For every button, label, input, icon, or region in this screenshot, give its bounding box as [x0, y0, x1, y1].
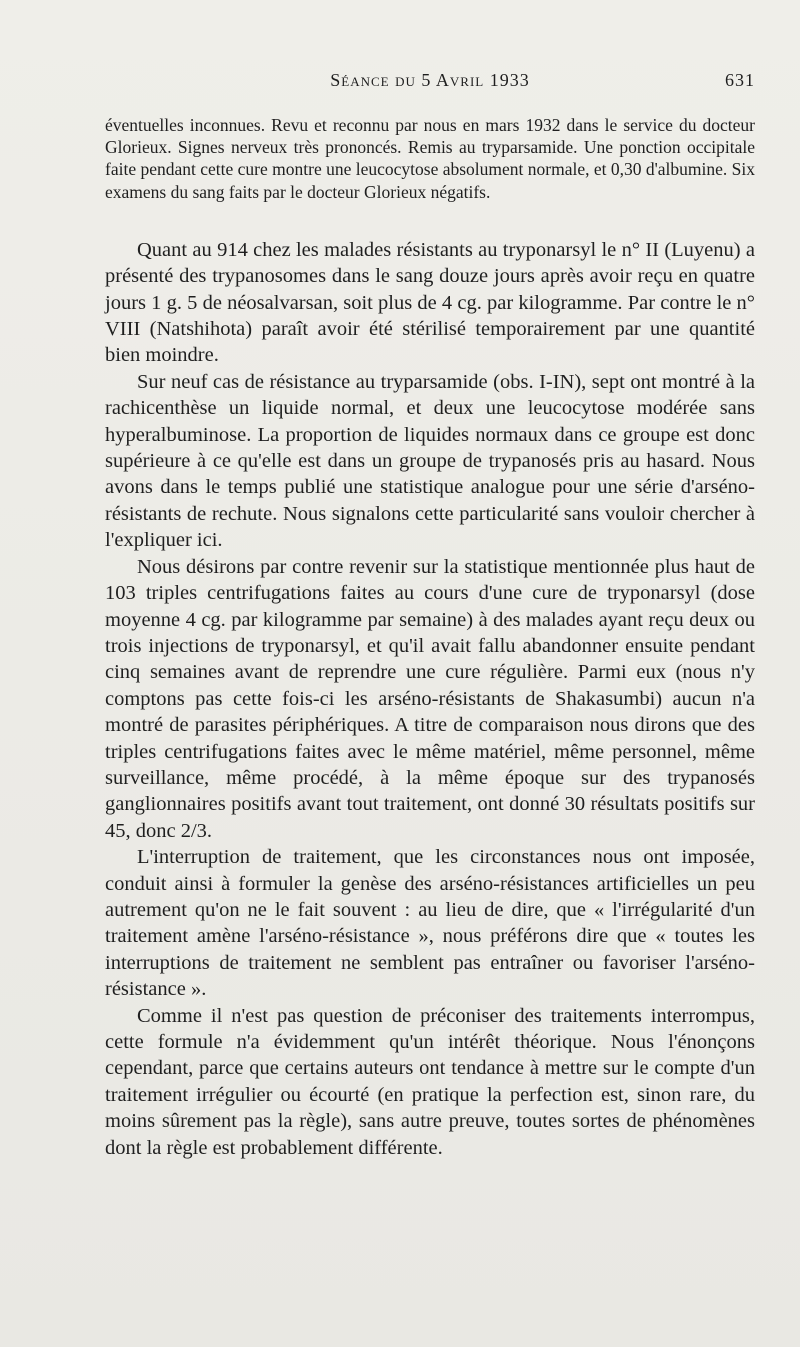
page-number: 631	[725, 70, 755, 90]
body-text	[105, 114, 755, 1161]
page-header	[105, 70, 755, 98]
paragraph-resistance-cases: Sur neuf cas de résistance au tryparsamide (obs. I-IN), sept ont montré à la rachicenthèse un liquide normal, et deux une leucocytose modérée sans hyperalbuminose. La proportion de liquides normaux dans ce groupe est donc supérieure à ce qu'elle est dans un groupe de trypanosés pris au hasard. Nous avons dans le temps publié une statistique analogue pour une série d'arséno-résistants de rechute. Nous signalons cette particularité sans vouloir chercher à l'expliquer ici.	[105, 370, 755, 552]
paragraph-914: Quant au 914 chez les malades résistants au tryponarsyl le n° II (Luyenu) a présenté des trypanosomes dans le sang douze jours après avoir reçu en quatre jours 1 g. 5 de néosalvarsan, soit plus de 4 cg. par kilogramme. Par contre le n° VIII (Natshihota) paraît avoir été stérilisé temporairement par une quantité bien moindre.	[105, 238, 755, 367]
running-head: Séance du 5 Avril 1933	[330, 70, 530, 90]
paragraph-observation-end: éventuelles inconnues. Revu et reconnu par nous en mars 1932 dans le service du docteur Glorieux. Signes nerveux très prononcés. Remis au tryparsamide. Une ponction occipitale faite pendant cette cure montre une leucocytose absolument normale, et 0,30 d'albumine. Six examens du sang faits par le docteur Glorieux négatifs.	[105, 115, 755, 202]
paragraph-conclusion: Comme il n'est pas question de préconiser des traitements interrompus, cette formule n'a évidemment qu'un intérêt théorique. Nous l'énonçons cependant, parce que certains auteurs ont tendance à mettre sur le compte d'un traitement irrégulier ou écourté (en pratique la perfection est, sinon rare, du moins sûrement pas la règle), sans autre preuve, toutes sortes de phénomènes dont la règle est probablement différente.	[105, 1004, 755, 1159]
paragraph-statistics: Nous désirons par contre revenir sur la statistique mentionnée plus haut de 103 triples centrifugations faites au cours d'une cure de tryponarsyl (dose moyenne 4 cg. par kilogramme par semaine) à des malades ayant reçu deux ou trois injections de tryponarsyl, et qu'il avait fallu abandonner ensuite pendant cinq semaines avant de reprendre une cure régulière. Parmi eux (nous n'y comptons pas cette fois-ci les arséno-résistants de Shakasumbi) aucun n'a montré de parasites périphériques. A titre de comparaison nous dirons que des triples centrifugations faites avec le même matériel, même personnel, même surveillance, même procédé, à la même époque sur des trypanosés ganglionnaires positifs avant tout traitement, ont donné 30 résultats positifs sur 45, donc 2/3.	[105, 555, 755, 842]
paragraph-interruption: L'interruption de traitement, que les circonstances nous ont imposée, conduit ainsi à formuler la genèse des arséno-résistances artificielles un peu autrement qu'on ne le fait souvent : au lieu de dire, que « l'irrégularité d'un traitement amène l'arséno-résistance », nous préférons dire que « toutes les interruptions de traitement ne semblent pas entraîner ou favoriser l'arséno-résistance ».	[105, 846, 755, 1001]
